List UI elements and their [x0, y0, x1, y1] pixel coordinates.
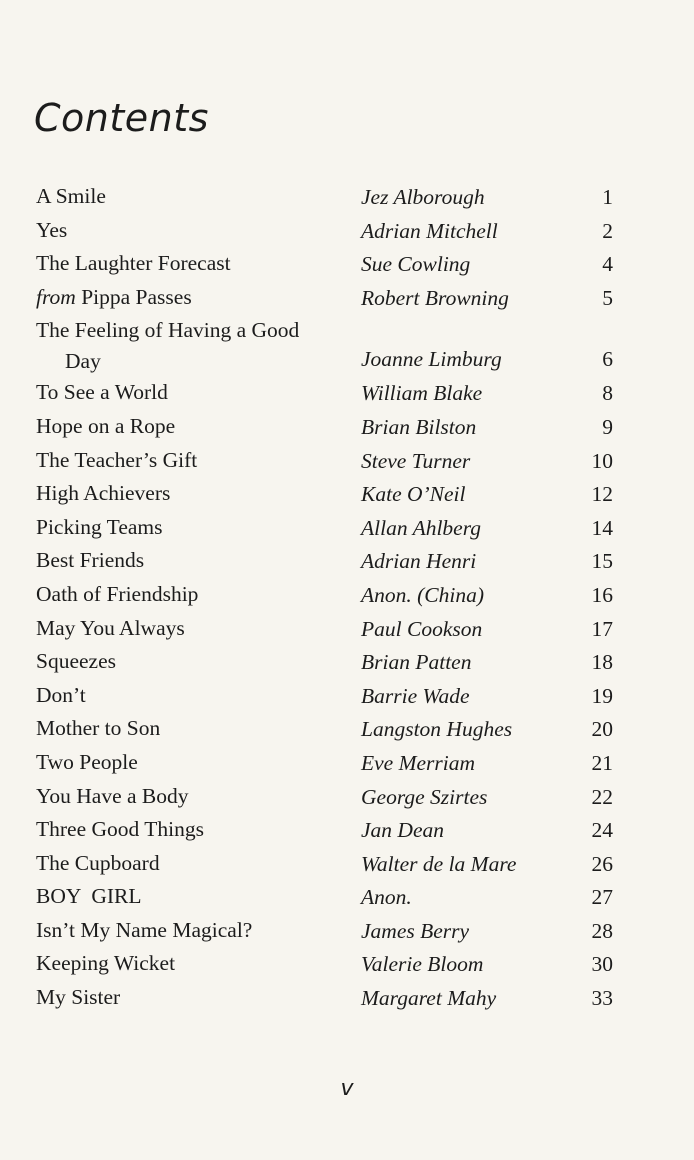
toc-entry-title: The Teacher’s Gift: [36, 447, 198, 472]
toc-entry-title: Isn’t My Name Magical?: [36, 917, 253, 942]
toc-entry[interactable]: [0, 445, 694, 479]
toc-entry-author: James Berry: [361, 918, 470, 943]
toc-entry[interactable]: [0, 181, 694, 215]
toc-entry-title: Two People: [36, 749, 138, 774]
toc-entry[interactable]: [0, 613, 694, 647]
toc-entry[interactable]: [0, 814, 694, 848]
toc-entry-title: My Sister: [36, 985, 121, 1010]
toc-entry-page: 27: [591, 885, 613, 910]
toc-entry-title: Picking Teams: [36, 514, 163, 539]
toc-entry[interactable]: [0, 512, 694, 546]
toc-entry[interactable]: [0, 982, 694, 1016]
toc-entry-title: The Laughter Forecast: [36, 251, 231, 276]
toc-entry-title: May You Always: [36, 615, 185, 640]
toc-entry[interactable]: [0, 215, 694, 249]
toc-entry-author: Adrian Mitchell: [361, 218, 498, 243]
toc-entry-author: Joanne Limburg: [361, 347, 502, 372]
toc-entry-author: George Szirtes: [361, 784, 488, 809]
toc-entry[interactable]: [0, 646, 694, 680]
toc-entry-author: Brian Patten: [361, 650, 472, 675]
toc-entry[interactable]: [0, 881, 694, 915]
toc-entry-author: Allan Ahlberg: [361, 515, 482, 540]
toc-entry[interactable]: [0, 282, 694, 316]
toc-entry-page: 21: [591, 750, 613, 775]
toc-entry-page: 8: [602, 381, 613, 406]
toc-entry[interactable]: [0, 315, 694, 377]
toc-entry-title: Mother to Son: [36, 716, 161, 741]
toc-entry-page: 15: [591, 549, 613, 574]
toc-entry-page: 2: [602, 218, 613, 243]
toc-entry-page: 17: [591, 616, 613, 641]
toc-entry-author: Barrie Wade: [361, 683, 470, 708]
toc-entry-title: [36, 282, 336, 313]
toc-entry-page: 14: [591, 515, 613, 540]
toc-entry-page: 9: [602, 414, 613, 439]
toc-entry[interactable]: [0, 948, 694, 982]
toc-entry-page: 19: [591, 683, 613, 708]
toc-entry-title: To See a World: [36, 380, 168, 405]
toc-entry-page: 1: [602, 185, 613, 209]
toc-entry-author: Langston Hughes: [361, 717, 513, 742]
toc-entry[interactable]: [0, 478, 694, 512]
toc-entry-author: Kate O’Neil: [361, 482, 466, 507]
toc-entry-title: BOY GIRL: [36, 884, 142, 909]
toc-entry-author: Eve Merriam: [361, 750, 476, 775]
toc-entry-page: 6: [602, 347, 613, 372]
toc-entry-author: Paul Cookson: [361, 616, 483, 641]
toc-entry[interactable]: [0, 680, 694, 714]
toc-entry-title: A Smile: [36, 184, 106, 208]
toc-entry-page: 30: [591, 952, 613, 977]
toc-entry-author: Sue Cowling: [361, 252, 471, 277]
toc-entry-title-prefix: from: [36, 284, 76, 309]
toc-entry[interactable]: [0, 545, 694, 579]
toc-entry[interactable]: [0, 579, 694, 613]
toc-entry-page: 16: [591, 582, 613, 607]
toc-entry-author: Anon. (China): [361, 582, 485, 607]
toc-entry-title-text: Pippa Passes: [75, 284, 192, 309]
table-of-contents: [0, 181, 694, 1016]
page-number: v: [340, 1076, 354, 1101]
toc-entry-author: Margaret Mahy: [361, 986, 497, 1011]
toc-entry[interactable]: [0, 248, 694, 282]
toc-entry[interactable]: [0, 747, 694, 781]
toc-entry-title: Best Friends: [36, 548, 145, 573]
toc-entry-author: Walter de la Mare: [361, 851, 517, 876]
toc-entry[interactable]: [0, 848, 694, 882]
toc-entry-page: 4: [602, 252, 613, 277]
toc-entry-title: Hope on a Rope: [36, 413, 176, 438]
toc-entry-title: The Cupboard: [36, 850, 160, 875]
toc-entry-page: 12: [591, 482, 613, 507]
toc-entry-title: The Feeling of Having a Good Day: [36, 318, 300, 374]
toc-entry-author: Jez Alborough: [361, 185, 485, 209]
toc-entry[interactable]: [0, 411, 694, 445]
toc-entry-author: Robert Browning: [361, 285, 509, 310]
toc-entry-author: Brian Bilston: [361, 414, 477, 439]
toc-entry-author: Adrian Henri: [361, 549, 477, 574]
toc-entry-page: 33: [591, 986, 613, 1011]
toc-entry-author: William Blake: [361, 381, 483, 406]
toc-entry[interactable]: [0, 377, 694, 411]
toc-entry-page: 24: [591, 818, 613, 843]
toc-entry-page: 22: [591, 784, 613, 809]
toc-entry-page: 5: [602, 285, 613, 310]
toc-entry-title: Oath of Friendship: [36, 581, 199, 606]
toc-entry-author: Steve Turner: [361, 448, 471, 473]
toc-entry-author: Anon.: [361, 885, 412, 910]
toc-entry-title: Don’t: [36, 682, 86, 707]
toc-entry[interactable]: [0, 781, 694, 815]
toc-entry-title: High Achievers: [36, 481, 171, 506]
toc-entry-page: 26: [591, 851, 613, 876]
toc-entry-page: 20: [591, 717, 613, 742]
toc-entry[interactable]: [0, 915, 694, 949]
toc-entry-page: 10: [591, 448, 613, 473]
toc-entry-title: Yes: [36, 217, 68, 242]
toc-entry-page: 28: [591, 918, 613, 943]
toc-entry-title: Keeping Wicket: [36, 951, 176, 976]
toc-entry-title: Squeezes: [36, 649, 116, 674]
toc-entry-author: Jan Dean: [361, 818, 444, 843]
toc-entry-title: Three Good Things: [36, 817, 204, 842]
toc-entry[interactable]: [0, 713, 694, 747]
toc-entry-author: Valerie Bloom: [361, 952, 484, 977]
page-title: Contents: [34, 96, 209, 140]
toc-entry-page: 18: [591, 650, 613, 675]
toc-entry-title: You Have a Body: [36, 783, 189, 808]
